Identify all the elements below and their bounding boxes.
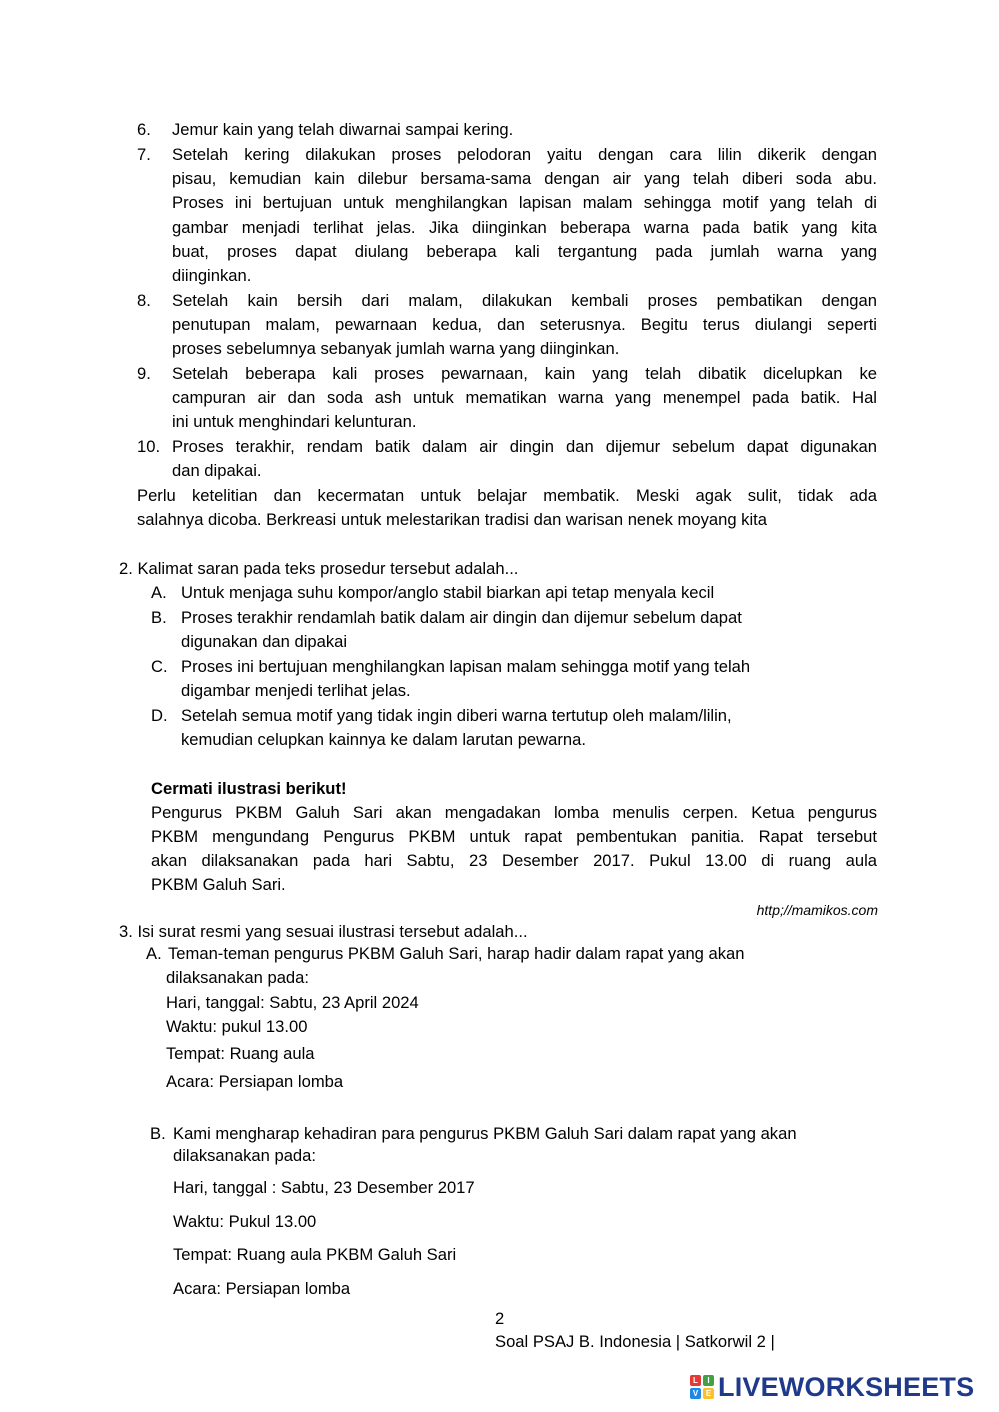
step-line: Setelah kain bersih dari malam, dilakukan kembali proses pembatikan dengan bbox=[172, 291, 877, 310]
option-text: Setelah semua motif yang tidak ingin diberi warna tertutup oleh malam/lilin, bbox=[181, 706, 732, 725]
option-detail: Tempat: Ruang aula bbox=[166, 1044, 315, 1063]
logo-cell: V bbox=[690, 1388, 701, 1399]
step-line: penutupan malam, pewarnaan kedua, dan seterusnya. Begitu terus diulangi seperti bbox=[172, 315, 877, 334]
step-line: Setelah kering dilakukan proses pelodoran yaitu dengan cara lilin dikerik dengan bbox=[172, 145, 877, 164]
step-line: Proses terakhir, rendam batik dalam air dingin dan dijemur sebelum dapat digunakan bbox=[172, 437, 877, 456]
logo-cell: L bbox=[690, 1375, 701, 1386]
step-line: Setelah beberapa kali proses pewarnaan, kain yang telah dibatik dicelupkan ke bbox=[172, 364, 877, 383]
option-letter: D. bbox=[151, 706, 168, 725]
option-letter: C. bbox=[151, 657, 168, 676]
step-line: diinginkan. bbox=[172, 266, 252, 285]
closing-line: salahnya dicoba. Berkreasi untuk melestarikan tradisi dan warisan nenek moyang kita bbox=[137, 510, 767, 529]
step-line: pisau, kemudian kain dilebur bersama-sama dengan air yang telah diberi soda abu. bbox=[172, 169, 877, 188]
logo-cell: I bbox=[703, 1375, 714, 1386]
logo-cell: E bbox=[703, 1388, 714, 1399]
step-number: 9. bbox=[137, 364, 151, 383]
option-letter: A. bbox=[151, 583, 167, 602]
question-prompt: 2. Kalimat saran pada teks prosedur tersebut adalah... bbox=[119, 559, 519, 578]
step-line: Jemur kain yang telah diwarnai sampai kering. bbox=[172, 120, 514, 139]
illustration-line: PKBM Galuh Sari. bbox=[151, 875, 286, 894]
option-detail: Hari, tanggal: Sabtu, 23 April 2024 bbox=[166, 993, 419, 1012]
liveworksheets-brand[interactable] bbox=[690, 1372, 974, 1402]
option-text: kemudian celupkan kainnya ke dalam larutan pewarna. bbox=[181, 730, 586, 749]
option-detail: Waktu: Pukul 13.00 bbox=[173, 1212, 317, 1231]
step-line: campuran air dan soda ash untuk mematikan warna yang menempel pada batik. Hal bbox=[172, 388, 877, 407]
option-text: digunakan dan dipakai bbox=[181, 632, 348, 651]
step-line: Proses ini bertujuan untuk menghilangkan lapisan malam sehingga motif yang telah di bbox=[172, 193, 877, 212]
liveworksheets-logo-icon bbox=[690, 1375, 714, 1399]
option-letter: B. bbox=[151, 608, 167, 627]
option-detail: Acara: Persiapan lomba bbox=[166, 1072, 344, 1091]
step-number: 6. bbox=[137, 120, 151, 139]
option-text: dilaksanakan pada: bbox=[173, 1146, 316, 1165]
question-prompt: 3. Isi surat resmi yang sesuai ilustrasi tersebut adalah... bbox=[119, 922, 528, 941]
option-detail: Tempat: Ruang aula PKBM Galuh Sari bbox=[173, 1245, 457, 1264]
illustration-source: http;//mamikos.com bbox=[756, 902, 878, 918]
option-text: Proses ini bertujuan menghilangkan lapisan malam sehingga motif yang telah bbox=[181, 657, 751, 676]
option-text: Kami mengharap kehadiran para pengurus PKBM Galuh Sari dalam rapat yang akan bbox=[173, 1124, 797, 1143]
option-detail: Hari, tanggal : Sabtu, 23 Desember 2017 bbox=[173, 1178, 475, 1197]
step-number: 7. bbox=[137, 145, 151, 164]
step-line: buat, proses dapat diulang beberapa kali tergantung pada jumlah warna yang bbox=[172, 242, 877, 261]
option-text: dilaksanakan pada: bbox=[166, 968, 309, 987]
option-text: Proses terakhir rendamlah batik dalam air dingin dan dijemur sebelum dapat bbox=[181, 608, 742, 627]
step-line: ini untuk menghindari kelunturan. bbox=[172, 412, 417, 431]
option-detail: Acara: Persiapan lomba bbox=[173, 1279, 351, 1298]
option-text: digambar menjedi terlihat jelas. bbox=[181, 681, 411, 700]
step-number: 8. bbox=[137, 291, 151, 310]
option-letter: B. bbox=[150, 1124, 166, 1143]
illustration-heading: Cermati ilustrasi berikut! bbox=[151, 779, 347, 798]
closing-line: Perlu ketelitian dan kecermatan untuk belajar membatik. Meski agak sulit, tidak ada bbox=[137, 486, 877, 505]
option-text: Teman-teman pengurus PKBM Galuh Sari, harap hadir dalam rapat yang akan bbox=[168, 944, 745, 963]
page-number: 2 bbox=[495, 1309, 505, 1328]
illustration-line: Pengurus PKBM Galuh Sari akan mengadakan lomba menulis cerpen. Ketua pengurus bbox=[151, 803, 877, 822]
option-letter: A. bbox=[146, 944, 162, 963]
step-line: proses sebelumnya sebanyak jumlah warna yang diinginkan. bbox=[172, 339, 620, 358]
option-detail: Waktu: pukul 13.00 bbox=[166, 1017, 308, 1036]
step-line: dan dipakai. bbox=[172, 461, 262, 480]
footer-text: Soal PSAJ B. Indonesia | Satkorwil 2 | bbox=[495, 1332, 775, 1351]
illustration-line: akan dilaksanakan pada hari Sabtu, 23 Desember 2017. Pukul 13.00 di ruang aula bbox=[151, 851, 877, 870]
option-text: Untuk menjaga suhu kompor/anglo stabil biarkan api tetap menyala kecil bbox=[181, 583, 715, 602]
step-line: gambar menjadi terlihat jelas. Jika diinginkan beberapa warna pada batik yang kita bbox=[172, 218, 877, 237]
brand-name: LIVEWORKSHEETS bbox=[718, 1371, 975, 1402]
illustration-line: PKBM mengundang Pengurus PKBM untuk rapat pembentukan panitia. Rapat tersebut bbox=[151, 827, 877, 846]
step-number: 10. bbox=[137, 437, 161, 456]
